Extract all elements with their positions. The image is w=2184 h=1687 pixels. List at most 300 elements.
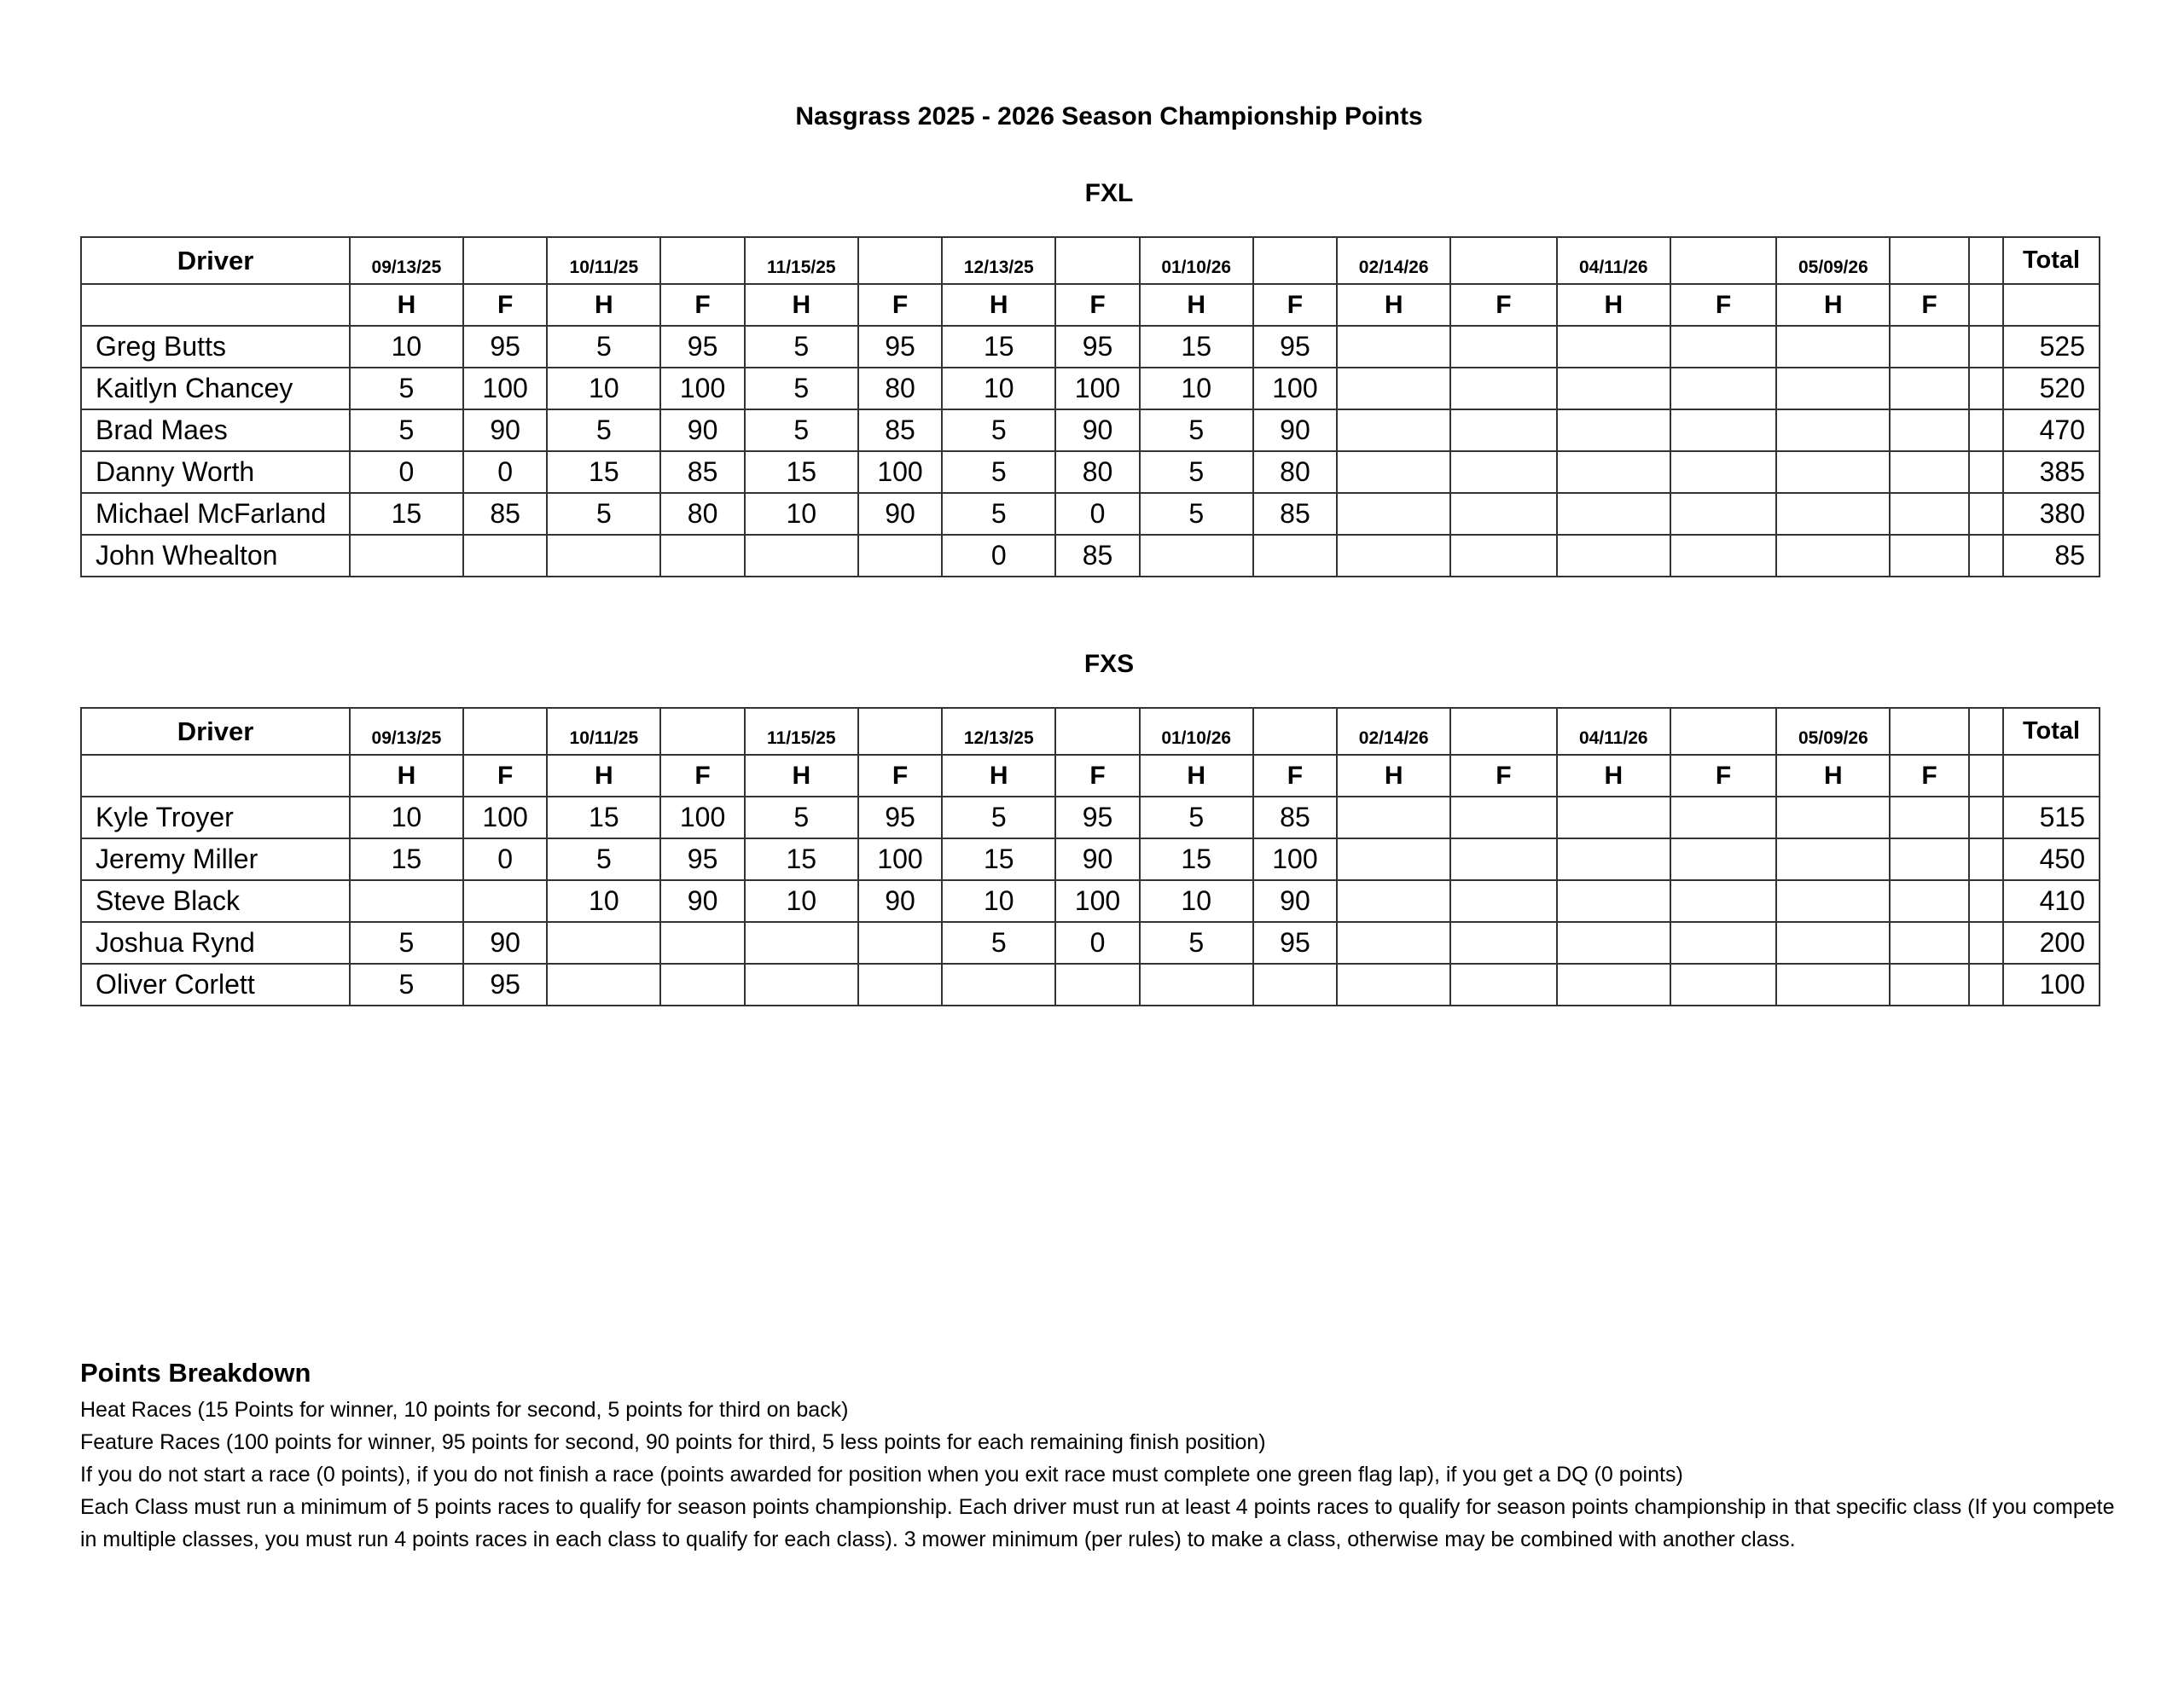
heat-points: 5 <box>350 922 463 964</box>
total-points: 520 <box>2003 368 2100 409</box>
empty-cell <box>1969 755 2003 797</box>
table-row <box>81 493 2100 535</box>
heat-label: H <box>547 755 660 797</box>
feature-points <box>1670 535 1777 577</box>
feature-points: 90 <box>1253 880 1338 922</box>
heat-label: H <box>745 284 858 326</box>
feature-points: 95 <box>1253 922 1338 964</box>
heat-points <box>1776 797 1890 838</box>
heat-points <box>1337 409 1450 451</box>
feature-points: 90 <box>1055 838 1140 880</box>
driver-name: Steve Black <box>81 880 350 922</box>
heat-label: H <box>350 284 463 326</box>
feature-points: 100 <box>463 368 548 409</box>
total-column-header: Total <box>2003 237 2100 284</box>
total-column-header: Total <box>2003 708 2100 755</box>
heat-label: H <box>1557 284 1670 326</box>
heat-points <box>1557 326 1670 368</box>
feature-points: 100 <box>1055 368 1140 409</box>
feature-points: 0 <box>463 838 548 880</box>
race-date: 04/11/26 <box>1557 237 1670 284</box>
feature-points <box>463 880 548 922</box>
heat-points: 10 <box>1140 880 1253 922</box>
heat-points <box>350 535 463 577</box>
heat-points: 5 <box>942 922 1055 964</box>
heat-points: 5 <box>745 797 858 838</box>
feature-points <box>1450 535 1557 577</box>
feature-points <box>1890 838 1969 880</box>
empty-cell <box>1969 493 2003 535</box>
heat-label: H <box>1776 284 1890 326</box>
total-points: 200 <box>2003 922 2100 964</box>
feature-points: 85 <box>1253 797 1338 838</box>
feature-points: 85 <box>660 451 745 493</box>
table-row <box>81 326 2100 368</box>
heat-points: 0 <box>350 451 463 493</box>
heat-points: 15 <box>942 326 1055 368</box>
feature-points: 85 <box>1055 535 1140 577</box>
feature-points: 0 <box>1055 922 1140 964</box>
driver-name: Joshua Rynd <box>81 922 350 964</box>
feature-points <box>463 535 548 577</box>
feature-points <box>1670 493 1777 535</box>
heat-points <box>1776 493 1890 535</box>
feature-points <box>1670 922 1777 964</box>
race-date: 09/13/25 <box>350 708 463 755</box>
heat-points: 5 <box>942 797 1055 838</box>
heat-points: 10 <box>547 880 660 922</box>
feature-points: 85 <box>463 493 548 535</box>
heat-points: 10 <box>745 493 858 535</box>
heat-label: H <box>745 755 858 797</box>
feature-points: 95 <box>858 326 943 368</box>
heat-label: H <box>942 755 1055 797</box>
feature-points <box>1450 451 1557 493</box>
heat-points: 5 <box>547 838 660 880</box>
empty-cell <box>660 708 745 755</box>
heat-points: 5 <box>547 493 660 535</box>
driver-name: Oliver Corlett <box>81 964 350 1006</box>
breakdown-heading: Points Breakdown <box>80 1358 311 1388</box>
empty-cell <box>660 237 745 284</box>
heat-feature-row <box>81 755 2100 797</box>
feature-label: F <box>1450 755 1557 797</box>
heat-points: 15 <box>547 451 660 493</box>
heat-points: 5 <box>942 451 1055 493</box>
heat-points <box>1337 451 1450 493</box>
feature-points: 95 <box>463 326 548 368</box>
table-row <box>81 880 2100 922</box>
empty-cell <box>1890 708 1969 755</box>
heat-label: H <box>547 284 660 326</box>
empty-cell <box>1969 237 2003 284</box>
empty-cell <box>1969 326 2003 368</box>
empty-cell <box>1969 451 2003 493</box>
empty-cell <box>2003 755 2100 797</box>
heat-points <box>1776 964 1890 1006</box>
feature-points <box>1890 922 1969 964</box>
heat-points <box>1776 326 1890 368</box>
feature-label: F <box>1670 755 1777 797</box>
empty-cell <box>1670 708 1777 755</box>
heat-points <box>547 922 660 964</box>
feature-points: 80 <box>1055 451 1140 493</box>
total-points: 525 <box>2003 326 2100 368</box>
heat-points <box>1557 409 1670 451</box>
heat-points <box>942 964 1055 1006</box>
total-points: 385 <box>2003 451 2100 493</box>
empty-cell <box>463 237 548 284</box>
empty-cell <box>1969 922 2003 964</box>
heat-points: 15 <box>942 838 1055 880</box>
race-date: 05/09/26 <box>1776 237 1890 284</box>
empty-cell <box>1969 409 2003 451</box>
feature-points <box>1253 964 1338 1006</box>
feature-label: F <box>1253 284 1338 326</box>
feature-label: F <box>1253 755 1338 797</box>
empty-cell <box>1969 880 2003 922</box>
table-row <box>81 964 2100 1006</box>
heat-points <box>1557 451 1670 493</box>
feature-points <box>1890 493 1969 535</box>
feature-label: F <box>1890 284 1969 326</box>
feature-points: 95 <box>660 326 745 368</box>
feature-points <box>1670 326 1777 368</box>
table-row <box>81 797 2100 838</box>
page-title: Nasgrass 2025 - 2026 Season Championship Points <box>795 102 1423 130</box>
driver-name: John Whealton <box>81 535 350 577</box>
feature-label: F <box>1670 284 1777 326</box>
feature-points <box>1890 535 1969 577</box>
empty-cell <box>1969 708 2003 755</box>
heat-points: 10 <box>1140 368 1253 409</box>
heat-points: 5 <box>942 409 1055 451</box>
heat-label: H <box>1337 755 1450 797</box>
feature-points <box>1670 368 1777 409</box>
heat-points <box>1337 326 1450 368</box>
driver-name: Jeremy Miller <box>81 838 350 880</box>
feature-points: 90 <box>1055 409 1140 451</box>
feature-points <box>1450 409 1557 451</box>
empty-cell <box>1969 838 2003 880</box>
empty-cell <box>1253 708 1338 755</box>
feature-label: F <box>1890 755 1969 797</box>
driver-name: Kaitlyn Chancey <box>81 368 350 409</box>
feature-points <box>1670 409 1777 451</box>
heat-points <box>1776 451 1890 493</box>
heat-points: 5 <box>350 368 463 409</box>
heat-points <box>1337 797 1450 838</box>
feature-label: F <box>660 284 745 326</box>
heat-points <box>1140 535 1253 577</box>
empty-cell <box>81 284 350 326</box>
race-date: 10/11/25 <box>547 708 660 755</box>
breakdown-line: Feature Races (100 points for winner, 95 points for second, 90 points for third, 5 less points for each remaining finish position) <box>80 1430 1266 1454</box>
heat-points: 5 <box>1140 797 1253 838</box>
heat-points <box>1337 922 1450 964</box>
race-date: 10/11/25 <box>547 237 660 284</box>
heat-points: 15 <box>547 797 660 838</box>
empty-cell <box>1890 237 1969 284</box>
heat-points <box>547 964 660 1006</box>
race-date: 12/13/25 <box>942 708 1055 755</box>
race-date: 01/10/26 <box>1140 237 1253 284</box>
feature-points <box>1890 451 1969 493</box>
feature-points <box>1450 964 1557 1006</box>
race-date: 02/14/26 <box>1337 708 1450 755</box>
race-date: 04/11/26 <box>1557 708 1670 755</box>
heat-points: 5 <box>745 368 858 409</box>
feature-points <box>1055 964 1140 1006</box>
feature-points <box>1253 535 1338 577</box>
race-date: 09/13/25 <box>350 237 463 284</box>
heat-points: 5 <box>547 409 660 451</box>
heat-points <box>1557 368 1670 409</box>
feature-label: F <box>858 284 943 326</box>
table-row <box>81 922 2100 964</box>
feature-points <box>1890 880 1969 922</box>
feature-points <box>858 922 943 964</box>
driver-column-header: Driver <box>81 237 350 284</box>
total-points: 100 <box>2003 964 2100 1006</box>
feature-label: F <box>463 755 548 797</box>
table-row <box>81 535 2100 577</box>
total-points: 470 <box>2003 409 2100 451</box>
heat-points <box>350 880 463 922</box>
heat-points: 5 <box>1140 451 1253 493</box>
heat-points <box>1337 838 1450 880</box>
feature-points: 0 <box>463 451 548 493</box>
feature-points: 95 <box>463 964 548 1006</box>
feature-points <box>1450 326 1557 368</box>
heat-points: 10 <box>350 797 463 838</box>
empty-cell <box>1450 708 1557 755</box>
breakdown-line: Heat Races (15 Points for winner, 10 points for second, 5 points for third on back) <box>80 1398 849 1422</box>
heat-feature-row <box>81 284 2100 326</box>
feature-points <box>1890 326 1969 368</box>
heat-points <box>1337 880 1450 922</box>
feature-points <box>1670 880 1777 922</box>
heat-points <box>1776 922 1890 964</box>
feature-label: F <box>1055 284 1140 326</box>
feature-points <box>1890 368 1969 409</box>
heat-points <box>1776 535 1890 577</box>
heat-points <box>1776 368 1890 409</box>
heat-points <box>1337 493 1450 535</box>
feature-points: 90 <box>463 409 548 451</box>
feature-points <box>1670 797 1777 838</box>
table-row <box>81 838 2100 880</box>
feature-points <box>1450 880 1557 922</box>
race-date: 05/09/26 <box>1776 708 1890 755</box>
heat-points <box>1140 964 1253 1006</box>
empty-cell <box>1055 237 1140 284</box>
heat-points: 15 <box>1140 326 1253 368</box>
breakdown-line: Each Class must run a minimum of 5 points races to qualify for season points championship. Each driver must run at least 4 points races to qualify for season points championship in that specific class (If you compete in multiple classes, you must run 4 points races in each class to qualify for each class). 3 mower minimum (per rules) to make a class, otherwise may be combined with another class. <box>80 1495 2115 1551</box>
class-heading-fxs: FXS <box>1083 650 1135 678</box>
heat-points <box>1557 535 1670 577</box>
heat-points <box>1776 880 1890 922</box>
feature-points: 100 <box>858 451 943 493</box>
heat-points: 10 <box>942 880 1055 922</box>
feature-points: 100 <box>1253 838 1338 880</box>
feature-label: F <box>858 755 943 797</box>
driver-name: Greg Butts <box>81 326 350 368</box>
feature-points <box>1450 922 1557 964</box>
feature-points: 100 <box>858 838 943 880</box>
heat-points: 5 <box>1140 493 1253 535</box>
empty-cell <box>1055 708 1140 755</box>
table-row <box>81 368 2100 409</box>
heat-points <box>1557 964 1670 1006</box>
heat-points: 15 <box>745 451 858 493</box>
total-points: 85 <box>2003 535 2100 577</box>
header-row <box>81 237 2100 284</box>
race-date: 11/15/25 <box>745 237 858 284</box>
feature-points <box>1890 797 1969 838</box>
heat-points: 5 <box>1140 922 1253 964</box>
heat-label: H <box>350 755 463 797</box>
empty-cell <box>1253 237 1338 284</box>
heat-points: 5 <box>350 409 463 451</box>
heat-points <box>1557 922 1670 964</box>
feature-points: 95 <box>858 797 943 838</box>
heat-points <box>1776 409 1890 451</box>
feature-points: 100 <box>1055 880 1140 922</box>
heat-label: H <box>1140 284 1253 326</box>
points-table-fxl <box>80 236 2100 577</box>
feature-points: 95 <box>1253 326 1338 368</box>
heat-points <box>745 964 858 1006</box>
heat-points <box>745 922 858 964</box>
heat-points: 5 <box>942 493 1055 535</box>
feature-points <box>1450 368 1557 409</box>
empty-cell <box>1450 237 1557 284</box>
total-points: 450 <box>2003 838 2100 880</box>
heat-label: H <box>1776 755 1890 797</box>
heat-label: H <box>942 284 1055 326</box>
feature-points <box>1450 838 1557 880</box>
points-breakdown <box>80 1358 2128 1556</box>
heat-points: 15 <box>350 493 463 535</box>
feature-points: 100 <box>660 797 745 838</box>
empty-cell <box>1969 368 2003 409</box>
total-points: 515 <box>2003 797 2100 838</box>
heat-points: 5 <box>1140 409 1253 451</box>
feature-points <box>1670 838 1777 880</box>
feature-points: 85 <box>858 409 943 451</box>
driver-name: Michael McFarland <box>81 493 350 535</box>
breakdown-line: If you do not start a race (0 points), if you do not finish a race (points awarded for position when you exit race must complete one green flag lap), if you get a DQ (0 points) <box>80 1463 1683 1487</box>
heat-points: 15 <box>1140 838 1253 880</box>
header-row <box>81 708 2100 755</box>
feature-points: 90 <box>660 880 745 922</box>
empty-cell <box>858 237 943 284</box>
feature-label: F <box>463 284 548 326</box>
heat-label: H <box>1337 284 1450 326</box>
race-date: 02/14/26 <box>1337 237 1450 284</box>
heat-points <box>1776 838 1890 880</box>
feature-points <box>858 535 943 577</box>
empty-cell <box>81 755 350 797</box>
driver-column-header: Driver <box>81 708 350 755</box>
heat-points: 5 <box>547 326 660 368</box>
empty-cell <box>1969 797 2003 838</box>
feature-label: F <box>1450 284 1557 326</box>
heat-points <box>547 535 660 577</box>
empty-cell <box>463 708 548 755</box>
heat-points: 15 <box>745 838 858 880</box>
feature-points <box>858 964 943 1006</box>
feature-points <box>660 535 745 577</box>
race-date: 12/13/25 <box>942 237 1055 284</box>
heat-points: 5 <box>350 964 463 1006</box>
feature-points: 100 <box>463 797 548 838</box>
heat-points: 10 <box>547 368 660 409</box>
heat-points: 0 <box>942 535 1055 577</box>
feature-points: 90 <box>858 493 943 535</box>
feature-points: 90 <box>463 922 548 964</box>
feature-points: 90 <box>660 409 745 451</box>
driver-name: Danny Worth <box>81 451 350 493</box>
empty-cell <box>1969 535 2003 577</box>
feature-points: 80 <box>1253 451 1338 493</box>
feature-points: 80 <box>660 493 745 535</box>
heat-points <box>1557 838 1670 880</box>
empty-cell <box>1969 964 2003 1006</box>
heat-points: 10 <box>942 368 1055 409</box>
empty-cell <box>2003 284 2100 326</box>
feature-points <box>660 964 745 1006</box>
heat-points <box>1557 493 1670 535</box>
feature-points <box>1890 409 1969 451</box>
feature-points <box>1670 451 1777 493</box>
heat-points: 15 <box>350 838 463 880</box>
feature-points <box>1450 797 1557 838</box>
feature-points: 90 <box>1253 409 1338 451</box>
heat-points: 10 <box>350 326 463 368</box>
points-table-fxs <box>80 707 2100 1006</box>
feature-points <box>1670 964 1777 1006</box>
empty-cell <box>858 708 943 755</box>
feature-points <box>1890 964 1969 1006</box>
table-row <box>81 451 2100 493</box>
feature-points: 95 <box>660 838 745 880</box>
table-row <box>81 409 2100 451</box>
empty-cell <box>1969 284 2003 326</box>
heat-points: 5 <box>745 409 858 451</box>
heat-points <box>1337 535 1450 577</box>
feature-points: 100 <box>660 368 745 409</box>
heat-points <box>1557 880 1670 922</box>
feature-points <box>1450 493 1557 535</box>
total-points: 410 <box>2003 880 2100 922</box>
feature-points: 95 <box>1055 326 1140 368</box>
race-date: 11/15/25 <box>745 708 858 755</box>
heat-points: 10 <box>745 880 858 922</box>
feature-points: 85 <box>1253 493 1338 535</box>
heat-points <box>1557 797 1670 838</box>
heat-points <box>1337 964 1450 1006</box>
heat-points: 5 <box>745 326 858 368</box>
heat-points <box>1337 368 1450 409</box>
feature-points: 90 <box>858 880 943 922</box>
feature-points: 80 <box>858 368 943 409</box>
driver-name: Brad Maes <box>81 409 350 451</box>
feature-label: F <box>1055 755 1140 797</box>
empty-cell <box>1670 237 1777 284</box>
feature-label: F <box>660 755 745 797</box>
